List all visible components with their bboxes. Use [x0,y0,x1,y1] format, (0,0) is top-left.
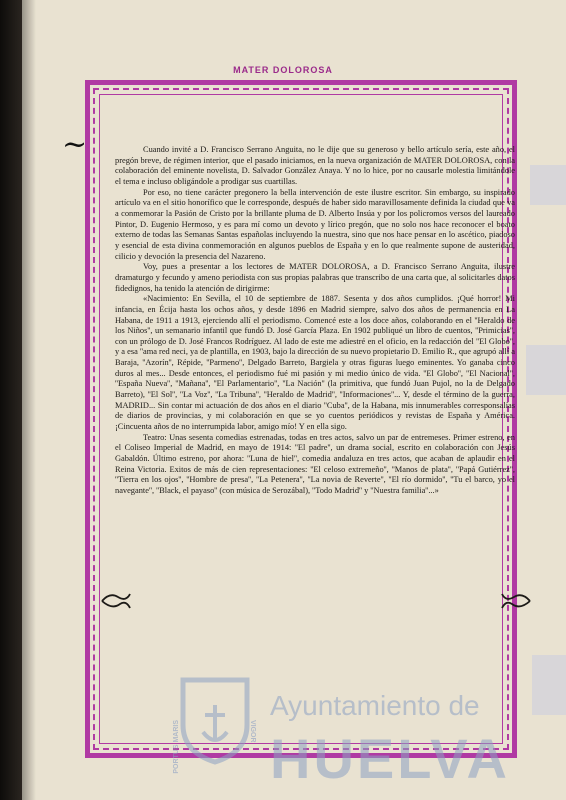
paragraph-2: Por eso, no tiene carácter pregonero la bella intervención de este ilustre escritor. Sin embargo, su inspirado artículo va en el sitio honorífico que le corresponde, después de haber sido maravillosamente definida la ciudad que va a conmemorar la Pasión de Cristo por la brillante pluma de D. Alberto Insúa y por los policromos versos del laureado Pintor, D. Eugenio Hermoso, y es para mí como un devoto y lírico pregón, que no solo nos hace reconocer el boato externo de todas las Semanas Santas españolas incluyendo la nuestra, sino que nos hace pensar en lo ascético, piadoso y esencial de esta divina conmemoración en algunos pueblos de España y en lo que realmente supone de austeridad, cilicio y devoción la presencia del Nazareno. [115,187,515,261]
tilde-mark: ~ [62,127,88,162]
paragraph-4: «Nacimiento: En Sevilla, el 10 de septiembre de 1887. Sesenta y dos años cumplidos. ¡Qué horror! Mi infancia, en Écija hasta los ochos años, y desde 1896 en Madrid siempre, salvo dos años de permanencia en La Habana, de 1911 a 1913, ejerciendo allí el periodismo. Comencé este a los doce años, colaborando en el ''Heraldo de los Niños'', un semanario infantil que fundó D. José García Plaza. En 1902 publiqué un libro de cuentos, ''Primicias'', con un prólogo de D. José Francos Rodríguez. Al lado de este me adiestré en el oficio, en la redacción del ''El Globo'', y a esa ''ama red neci, ya de plantilla, en 1903, bajo la dirección de su nuevo propietario D. Emilio R., que agrupó allí a Baraja, ''Azorín'', Répide, ''Parmeno'', Delgado Barreto, Bargiela y otras figuras luego eminentes. Yo ganaba cinco duros al mes... Desde entonces, el periodismo fué mi pasión y mi medio único de vida. ''El Globo'', ''El Nacional'', ''España Nueva'', ''Mañana'', ''El Parlamentario'', ''La Nación'' (la primitiva, que fundó Juan Pujol, no la de Delgado Barreto), ''El Sol'', ''La Voz'', ''La Tribuna'', ''Heraldo de Madrid'', ''Informaciones''... Y, desde el término de la guerra, MADRID... Sin contar mi actuación de dos años en el diario ''Cuba'', de la Habana, mis innumerables corresponsalías de diarios de provincias, y mi colaboración en que se yo cuentos periódicos y revistas de España y América. ¡Cincuenta años de no interrumpida labor, amigo mío! Y en ella sigo. [115,294,515,432]
paragraph-3: Voy, pues a presentar a los lectores de MATER DOLOROSA, a D. Francisco Serrano Anguita, ilustre dramaturgo y fecundo y ameno periodista con sus propias palabras que transcribo de una carta que, al solicitarles datos fidedignos, ha tenido la atención de dirigirme: [115,262,515,293]
crest-label-right: VIGOR [249,720,256,743]
flourish-ornament-left-icon [100,590,132,612]
watermark [175,690,566,800]
bleed-through-area [522,95,566,735]
paragraph-1: Cuando invité a D. Francisco Serrano Anguita, no le dije que su generoso y bello artículo sería, este año, el pregón breve, de régimen interior, que el pasado iniciamos, en la nueva organización de MATER DOLOROSA, con la colaboración del eminente novelista, D. Salvador González Anaya. Y no lo hice, por no causarle molestia limitándole el tema e incluso obligándole a prodigar sus cuartillas. [115,145,515,186]
article-body [115,145,515,497]
flourish-ornament-right-icon [500,590,532,612]
page-gutter-shadow [22,0,36,800]
crest-label-left: PORTUS MARIS [173,720,180,774]
page-header-title: MATER DOLOROSA [233,65,333,75]
crest-shield-icon [175,670,255,765]
watermark-line-2: HUELVA [270,727,510,790]
book-spine [0,0,22,800]
watermark-line-1: Ayuntamiento de [270,690,480,721]
paragraph-5: Teatro: Unas sesenta comedias estrenadas, todas en tres actos, salvo un par de entremeses. Primer estreno, en el Coliseo Imperial de Madrid, en mayo de 1914: ''El padre'', un drama social, escrito en colaboración con Jesús Gabaldón. Último estreno, por ahora: ''Luna de hiel'', comedia andaluza en tres actos, que acaban de aplaudir en el Reina Victoria. Exitos de más de cien representaciones: ''El celoso extremeño'', ''Manos de plata'', ''Papá Gutiérrez'', ''Tierra en los ojos'', ''Hombre de presa'', ''La Petenera'', ''La novia de Reverte'', ''El río dormido'', ''Tu el barco, yo el navegante'', ''Black, el payaso'' (con música de Serozábal), ''Todo Madrid'' y ''Nuestra familia''...» [115,432,515,495]
